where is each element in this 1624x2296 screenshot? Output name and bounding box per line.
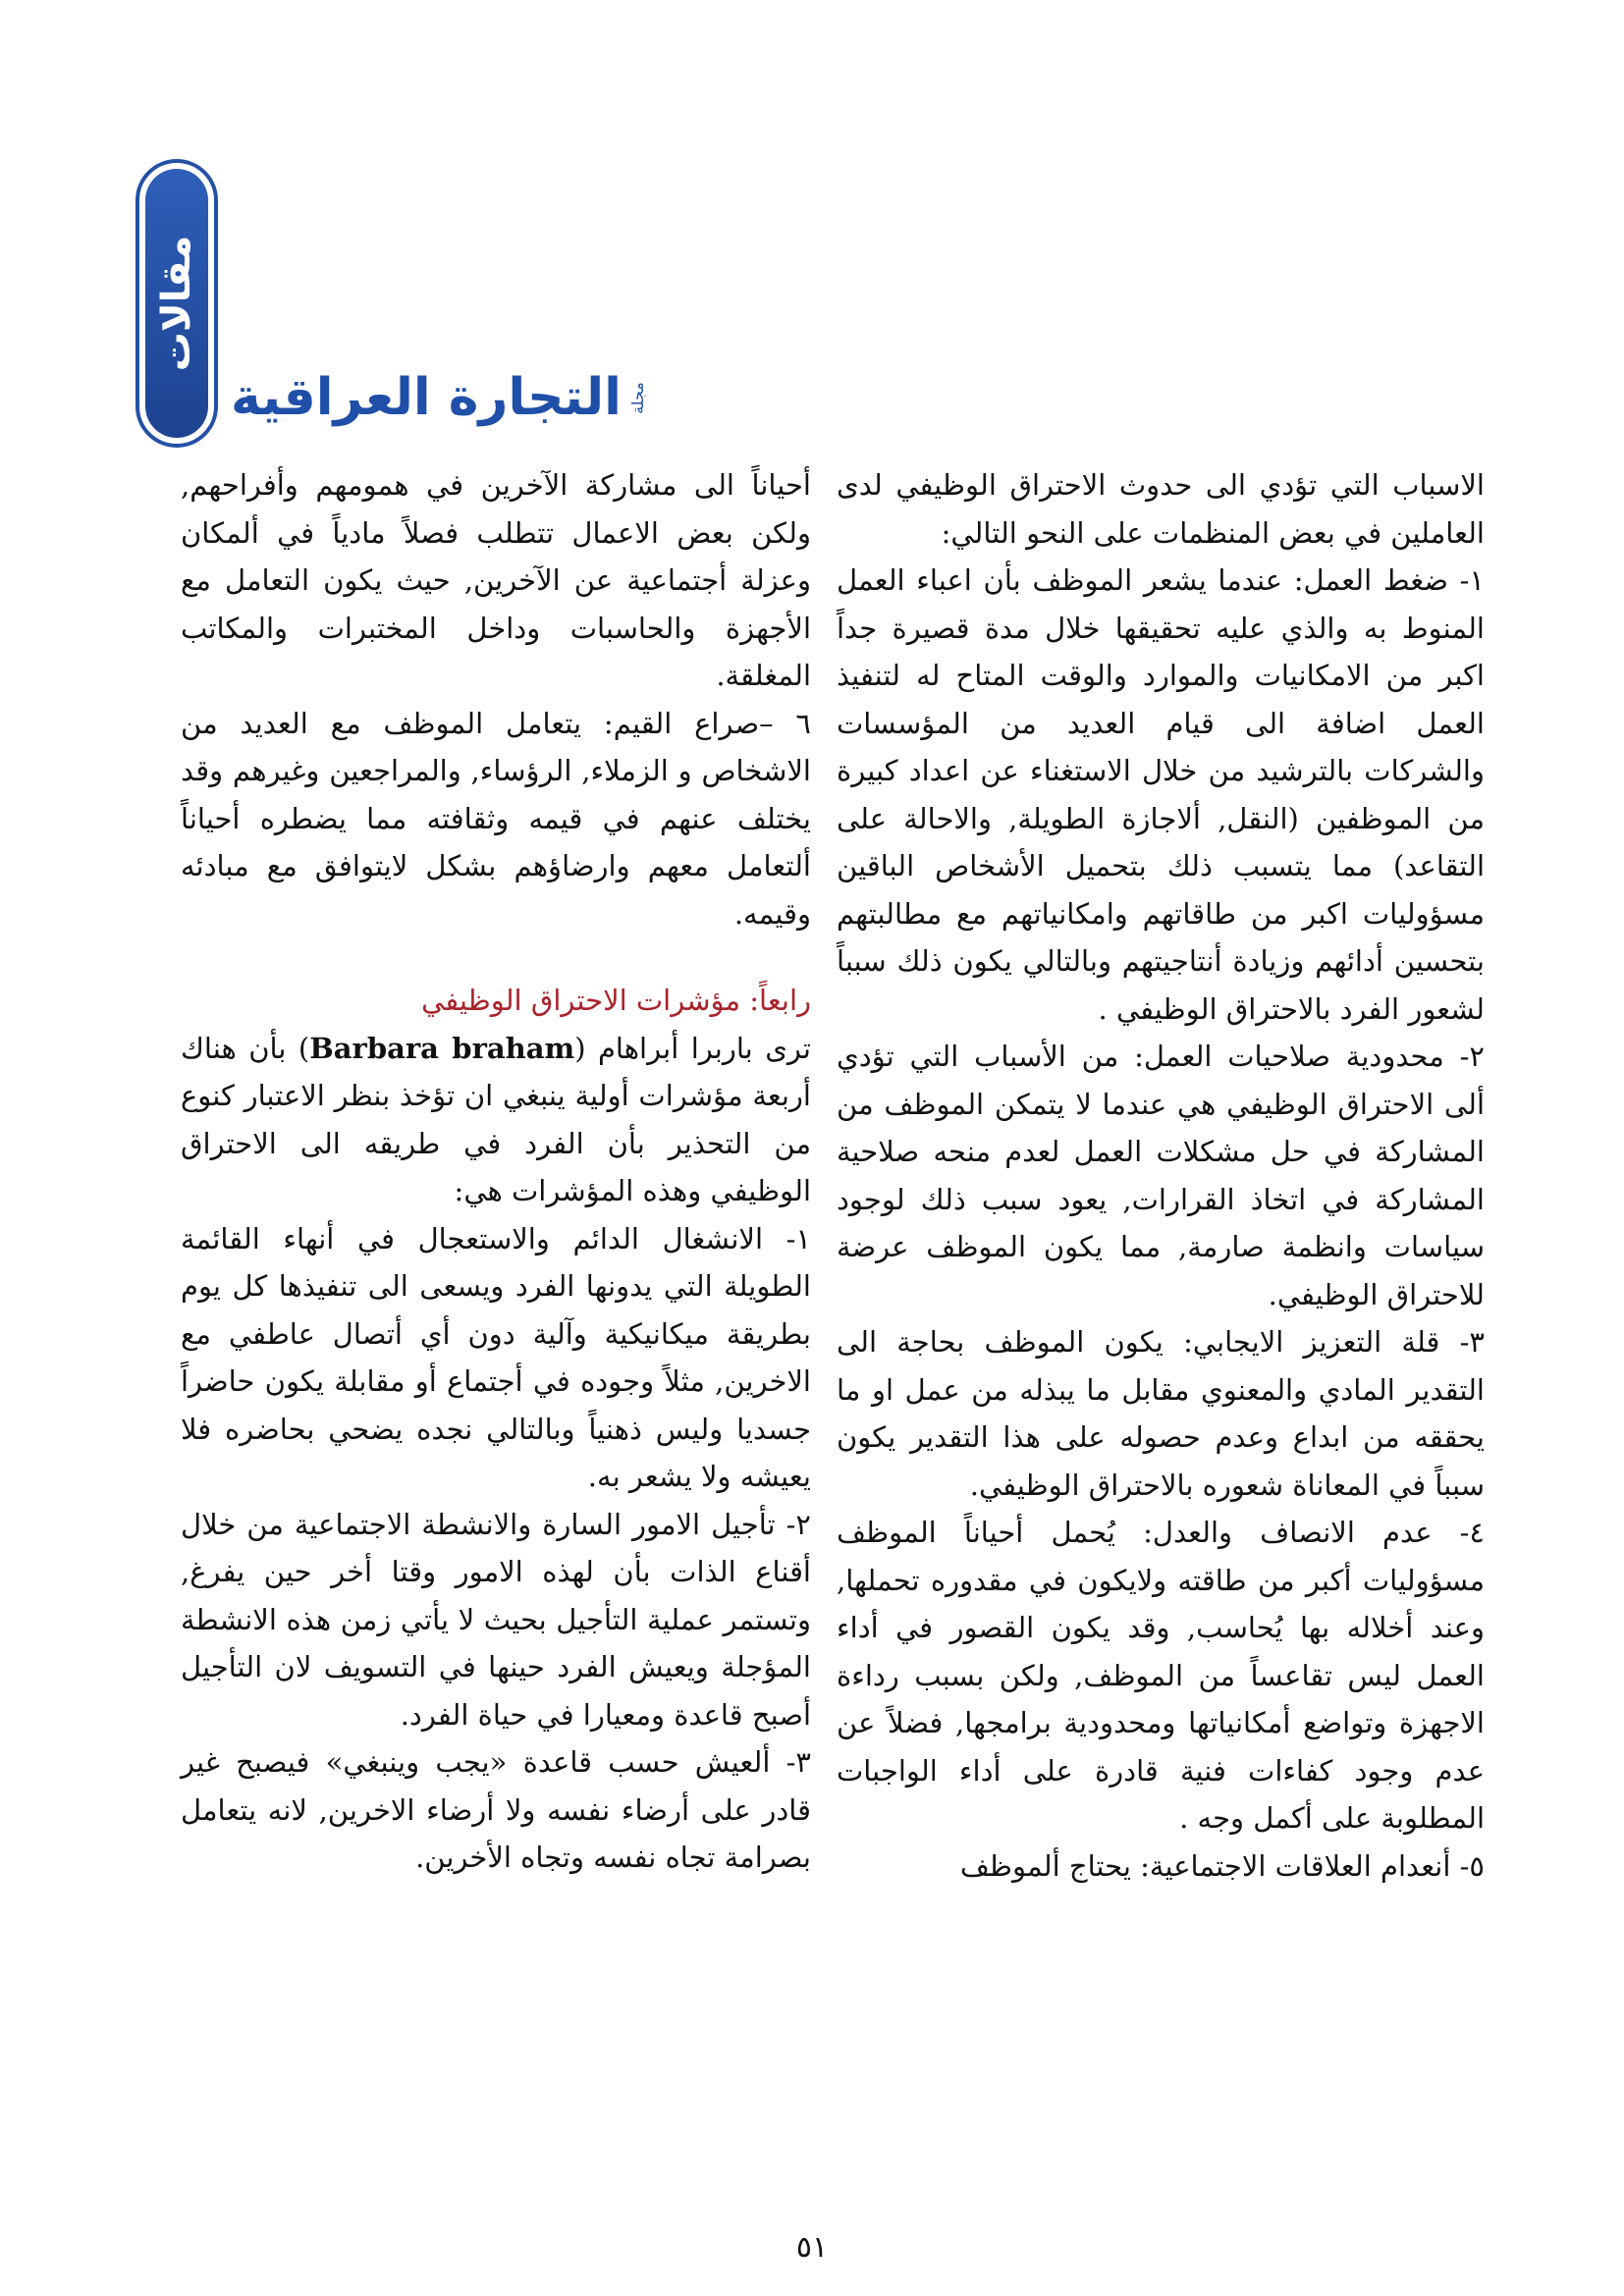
section-label: مقالات [154, 235, 199, 372]
author-name-latin: Barbara braham [309, 1031, 575, 1065]
section-tab [135, 159, 218, 448]
section-tab-fill [145, 169, 208, 438]
paragraph: ١- الانشغال الدائم والاستعجال في أنهاء القائمة الطويلة التي يدونها الفرد ويسعى الى تنفيذها كل يوم بطريقة ميكانيكية وآلية دون أي أتصال عاطفي مع الاخرين, مثلاً وجوده في أجتماع أو مقابلة يكون حاضراً جسديا وليس ذهنياً وبالتالي نجده يضحي بحاضره فلا يعيشه ولا يشعر به. [181, 1221, 811, 1493]
paragraph: ٥- أنعدام العلاقات الاجتماعية: يحتاج ألموظف [959, 1848, 1485, 1883]
intro-paragraph [181, 1025, 811, 1215]
section-heading: رابعاً: مؤشرات الاحتراق الوظيفي [421, 984, 811, 1017]
paragraph: ٣- ألعيش حسب قاعدة «يجب وينبغي» فيصبح غير قادر على أرضاء نفسه ولا أرضاء الاخرين, لانه يتعامل بصرامة تجاه نفسه وتجاه الأخرين. [181, 1745, 811, 1874]
page-number: ٥١ [795, 2230, 829, 2265]
paragraph: ٢- محدودية صلاحيات العمل: من الأسباب التي تؤدي ألى الاحتراق الوظيفي هي عندما لا يتمكن الموظف من المشاركة في حل مشكلات العمل لعدم منحه صلاحية المشاركة في اتخاذ القرارات, يعود سبب ذلك لوجود سياسات وانظمة صارمة, مما يكون الموظف عرضة للاحتراق الوظيفي. [837, 1040, 1485, 1311]
logo-prefix: مجلة [627, 381, 647, 414]
intro-text-before: ترى باربرا أبراهام ( [574, 1031, 811, 1065]
logo-title: التجارة العراقية [231, 368, 622, 427]
paragraph: ٢- تأجيل الامور السارة والانشطة الاجتماعية من خلال أقناع الذات بأن لهذه الامور وقتا أخر حين يفرغ, وتستمر عملية التأجيل بحيث لا يأتي زمن هذه الانشطة المؤجلة ويعيش الفرد حينها في التسويف لان التأجيل أصبح قاعدة ومعيارا في حياة الفرد. [181, 1507, 811, 1732]
paragraph: ٣- قلة التعزيز الايجابي: يكون الموظف بحاجة الى التقدير المادي والمعنوي مقابل ما يبذله من عمل او ما يحققه من ابداع وعدم حصوله على هذا التقدير يكون سبباً في المعاناة شعوره بالاحتراق الوظيفي. [837, 1325, 1485, 1502]
paragraph: أحياناً الى مشاركة الآخرين في همومهم وأفراحهم, ولكن بعض الاعمال تتطلب فصلاً مادياً في ألمكان وعزلة أجتماعية عن الآخرين, حيث يكون التعامل مع الأجهزة والحاسبات وداخل المختبرات والمكاتب المغلقة. [181, 468, 811, 692]
paragraph: ٦ –صراع القيم: يتعامل الموظف مع العديد من الاشخاص و الزملاء, الرؤساء, والمراجعين وغيرهم وقد يختلف عنهم في قيمه وثقافته مما يضطره أحياناً ألتعامل معهم وارضاؤهم بشكل لايتوافق مع مبادئه وقيمه. [181, 706, 811, 931]
intro-text-after: ) بأن هناك أربعة مؤشرات أولية ينبغي ان تؤخذ بنظر الاعتبار كنوع من التحذير بأن الفرد في طريقه الى الاحتراق الوظيفي وهذه المؤشرات هي: [181, 1031, 811, 1207]
magazine-logo [231, 363, 656, 432]
right-column [837, 461, 1485, 1890]
paragraph: الاسباب التي تؤدي الى حدوث الاحتراق الوظيفي لدى العاملين في بعض المنظمات على النحو التالي: [837, 468, 1485, 550]
paragraph: ٤- عدم الانصاف والعدل: يُحمل أحياناً الموظف مسؤوليات أكبر من طاقته ولايكون في مقدوره تحملها, وعند أخلاله بها يُحاسب, وقد يكون القصور في أداء العمل ليس تقاعساً من الموظف, ولكن بسبب رداءة الاجهزة وتواضع أمكانياتها ومحدودية برامجها, فضلاً عن عدم وجود كفاءات فنية قادرة على أداء الواجبات المطلوبة على أكمل وجه . [837, 1516, 1485, 1835]
paragraph: ١- ضغط العمل: عندما يشعر الموظف بأن اعباء العمل المنوط به والذي عليه تحقيقها خلال مدة قصيرة جداً اكبر من الامكانيات والموارد والوقت المتاح له لتنفيذ العمل اضافة الى قيام العديد من المؤسسات والشركات بالترشيد من خلال الاستغناء عن اعداد كبيرة من الموظفين (النقل, ألاجازة الطويلة, والاحالة على التقاعد) مما يتسبب ذلك بتحميل الأشخاص الباقين مسؤوليات اكبر من طاقاتهم وامكانياتهم مع مطالبتهم بتحسين أدائهم وزيادة أنتاجيتهم وبالتالي يكون ذلك سبباً لشعور الفرد بالاحتراق الوظيفي . [837, 563, 1485, 1026]
left-column [181, 461, 811, 1882]
